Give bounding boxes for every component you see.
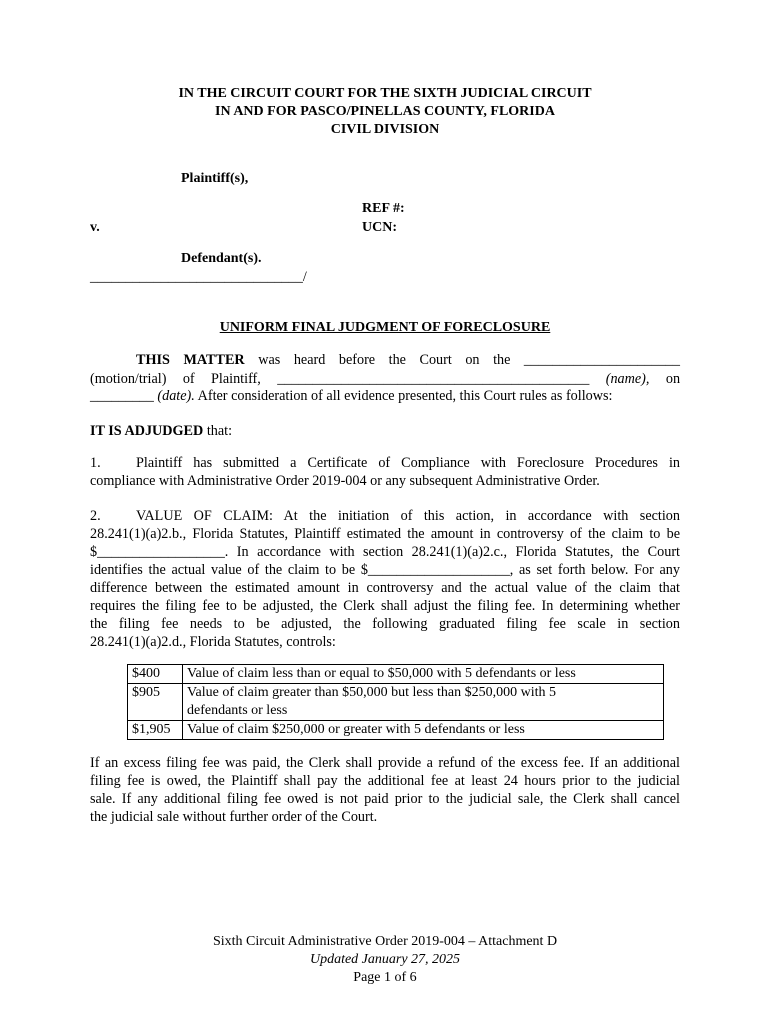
defendant-label: Defendant(s). [181,251,262,266]
item-2-line-2: 28.241(1)(a)2.b., Florida Statutes, Plaintiff estimated the amount in controversy of the claim to be [90,526,680,542]
court-caption-line-2: IN AND FOR PASCO/PINELLAS COUNTY, FLORIDA [215,104,555,119]
fee-description: Value of claim $250,000 or greater with 5 defendants or less [183,721,664,740]
excess-line-1: If an excess filing fee was paid, the Clerk shall provide a refund of the excess fee. If an additional [90,755,680,771]
item-1-line-2: compliance with Administrative Order 2019-004 or any subsequent Administrative Order. [90,473,600,489]
ref-number-label: REF #: [362,201,405,216]
item-2-line-4: identifies the actual value of the claim to be $____________________, as set forth below. For any [90,562,680,578]
table-row [128,665,664,684]
footer-updated-date: Updated January 27, 2025 [309,952,461,967]
excess-line-2: filing fee is owed, the Plaintiff shall pay the additional fee at least 24 hours prior to the judicial [90,773,680,789]
item-2-line-6: requires the filing fee to be adjusted, the Clerk shall adjust the filing fee. In determining whether [90,598,680,614]
versus-label: v. [90,220,100,235]
plaintiff-label: Plaintiff(s), [181,171,249,186]
item-2-line-1: VALUE OF CLAIM: At the initiation of this action, in accordance with section [136,508,680,524]
fee-description: Value of claim greater than $50,000 but less than $250,000 with 5 defendants or less [183,684,664,721]
name-hint: (name), [605,371,650,387]
fee-amount: $400 [128,665,183,684]
page-number: Page 1 of 6 [353,970,417,985]
date-hint: (date). [157,388,195,404]
excess-line-3: sale. If any additional filing fee owed is not paid prior to the judicial sale, the Clerk shall cancel [90,791,680,807]
intro-line-1 [90,351,680,369]
adjudged-line [90,422,680,440]
table-row [128,684,664,721]
intro-line-2-on: on [665,371,681,387]
document-title: UNIFORM FINAL JUDGMENT OF FORECLOSURE [219,320,551,335]
item-2-number: 2. [90,508,101,524]
fee-description: Value of claim less than or equal to $50,000 with 5 defendants or less [183,665,664,684]
fee-amount: $1,905 [128,721,183,740]
item-1-line-1: Plaintiff has submitted a Certificate of Compliance with Foreclosure Procedures in [136,455,680,471]
intro-line-2 [90,370,680,388]
this-matter-label: THIS MATTER [136,352,245,368]
table-row [128,721,664,740]
item-2-line-5: difference between the estimated amount in controversy and the actual value of the claim that [90,580,680,596]
intro-line-3 [90,387,680,405]
date-blank: _________ [90,388,154,404]
adjudged-that: that: [206,423,233,439]
court-caption-line-3: CIVIL DIVISION [330,122,440,137]
intro-line-2-text: (motion/trial) of Plaintiff, ____________________________________________ [90,371,590,387]
adjudged-label: IT IS ADJUDGED [90,423,204,439]
item-1-number: 1. [90,455,101,471]
caption-signature-line: ______________________________/ [90,269,307,285]
footer-order-reference: Sixth Circuit Administrative Order 2019-004 – Attachment D [212,934,558,949]
excess-line-4: the judicial sale without further order of the Court. [90,809,378,825]
filing-fee-table [127,664,664,740]
intro-line-3-text: After consideration of all evidence presented, this Court rules as follows: [197,388,613,404]
ucn-label: UCN: [362,220,397,235]
item-2-line-3: $__________________. In accordance with section 28.241(1)(a)2.c., Florida Statutes, the Court [90,544,680,560]
intro-line-1-text: was heard before the Court on the ______________________ [258,352,680,368]
court-caption-line-1: IN THE CIRCUIT COURT FOR THE SIXTH JUDICIAL CIRCUIT [178,86,592,101]
fee-amount: $905 [128,684,183,721]
item-2-line-7: the filing fee needs to be adjusted, the following graduated filing fee scale in section [90,616,680,632]
item-2-line-8: 28.241(1)(a)2.d., Florida Statutes, controls: [90,634,336,650]
